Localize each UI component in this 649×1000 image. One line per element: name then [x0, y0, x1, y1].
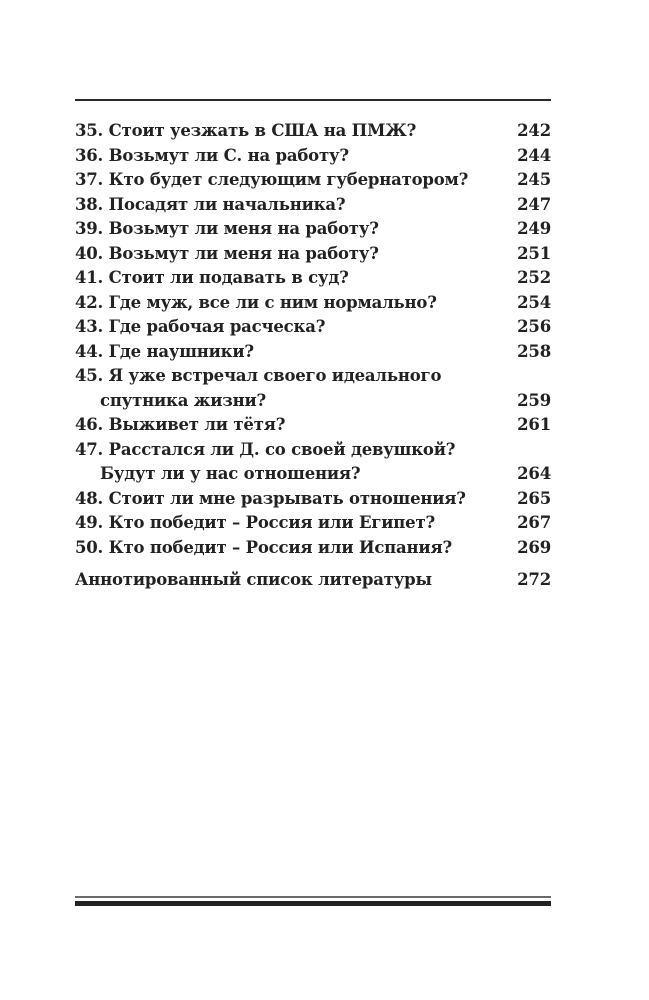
toc-entry-title-line: Аннотированный список литературы [75, 570, 432, 589]
toc-entry-title-line: 44. Где наушники? [75, 341, 254, 361]
toc-entry-title-line: 49. Кто победит – Россия или Египет? [75, 513, 435, 532]
toc-entry-title [75, 291, 507, 316]
toc-entry-page-number: 258 [517, 341, 551, 361]
toc-entry-title [75, 144, 507, 169]
toc-entry-title [75, 168, 507, 193]
toc-entry [75, 217, 551, 242]
toc-entry-page-number: 267 [517, 513, 551, 532]
toc-entry-title [75, 193, 507, 218]
toc-entry-title [75, 413, 507, 438]
toc-entry-title-line: 42. Где муж, все ли с ним нормально? [75, 292, 437, 312]
toc-entry-title-continuation: Будут ли у нас отношения? [100, 464, 361, 483]
toc-entry-title [75, 536, 507, 561]
toc-entry [75, 193, 551, 218]
toc-entry [75, 291, 551, 316]
toc-entry-title-line: 47. Расстался ли Д. со своей девушкой? [75, 439, 456, 459]
toc-entry-title-line: 36. Возьмут ли С. на работу? [75, 145, 349, 165]
toc-entry-title-line: 45. Я уже встречал своего идеального [75, 366, 442, 385]
toc-entry-title-line: 48. Стоит ли мне разрывать отношения? [75, 488, 466, 508]
toc-entry-title-line: 40. Возьмут ли меня на работу? [75, 243, 379, 263]
toc-entry [75, 144, 551, 169]
toc-entry-title-line: 46. Выживет ли тётя? [75, 415, 286, 434]
bottom-rule-thick [75, 901, 551, 906]
toc-entry-page-number: 265 [517, 488, 551, 508]
toc-entry-page-number: 249 [517, 219, 551, 238]
toc-entry-title-line: 37. Кто будет следующим губернатором? [75, 170, 469, 189]
toc-entry-title [75, 487, 507, 512]
toc-entry-page-number: 269 [517, 537, 551, 557]
toc-entry [75, 511, 551, 536]
toc-entry-page-number: 259 [517, 390, 551, 410]
toc-entry-title [75, 511, 507, 536]
toc-entry [75, 364, 551, 413]
toc-entry-title [75, 568, 507, 593]
table-of-contents [75, 119, 551, 593]
toc-entry-title [75, 438, 507, 487]
toc-entry [75, 340, 551, 365]
toc-entry-title [75, 364, 507, 413]
toc-entry [75, 536, 551, 561]
toc-entry-title [75, 242, 507, 267]
toc-entry [75, 438, 551, 487]
toc-entry-title-line: 41. Стоит ли подавать в суд? [75, 268, 349, 287]
toc-entry [75, 168, 551, 193]
toc-entry-page-number: 272 [517, 570, 551, 589]
toc-entry-title [75, 119, 507, 144]
toc-entry [75, 413, 551, 438]
toc-entry [75, 568, 551, 593]
toc-entry-title-line: 43. Где рабочая расческа? [75, 317, 326, 336]
toc-entry-title [75, 315, 507, 340]
toc-entry-page-number: 254 [517, 292, 551, 312]
toc-entry-title-line: 38. Посадят ли начальника? [75, 194, 346, 214]
toc-entry-page-number: 251 [517, 243, 551, 263]
toc-entry [75, 242, 551, 267]
toc-entry-page-number: 245 [517, 170, 551, 189]
toc-entry [75, 315, 551, 340]
toc-entry-page-number: 264 [517, 464, 551, 483]
toc-entry-title-line: 35. Стоит уезжать в США на ПМЖ? [75, 121, 417, 140]
toc-entry-title [75, 266, 507, 291]
toc-entry-title-continuation: спутника жизни? [100, 390, 266, 410]
top-rule [75, 99, 551, 101]
toc-entry-title [75, 217, 507, 242]
toc-entry-page-number: 256 [517, 317, 551, 336]
toc-entry-title-line: 50. Кто победит – Россия или Испания? [75, 537, 452, 557]
toc-entry-title [75, 340, 507, 365]
toc-entry-title-line: 39. Возьмут ли меня на работу? [75, 219, 379, 238]
toc-entry-page-number: 261 [517, 415, 551, 434]
toc-entry-page-number: 252 [517, 268, 551, 287]
toc-entry-page-number: 247 [517, 194, 551, 214]
toc-entry [75, 119, 551, 144]
toc-entry-page-number: 244 [517, 145, 551, 165]
toc-entry-page-number: 242 [517, 121, 551, 140]
bottom-rule-thin [75, 896, 551, 898]
toc-entry [75, 266, 551, 291]
toc-entry [75, 487, 551, 512]
